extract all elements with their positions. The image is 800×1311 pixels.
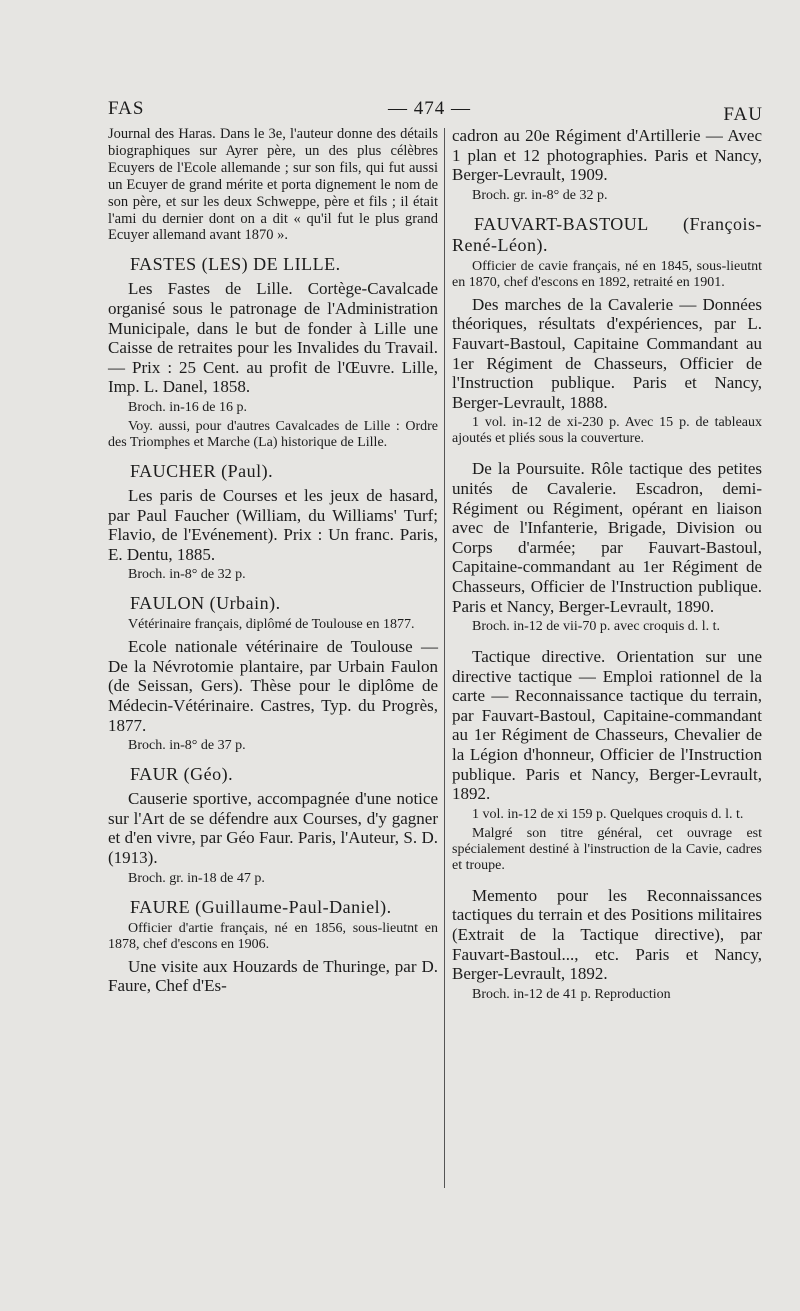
entry-title: De la Poursuite. Rôle tactique des petites unités de Cavalerie. Escadron, demi-Régiment ou Régiment, opérant en liaison avec de l'Infanterie, Brigade, Division ou Corps d'armée; par Fauvart-Bastoul, Capitaine-commandant au 1er Régiment de Chasseurs, Officier de l'Instruction publique. Paris et Nancy, Berger-Levrault, 1890.: [452, 459, 762, 616]
entry-note: Broch. in-8° de 37 p.: [128, 738, 246, 754]
entry-note: Broch. in-8° de 32 p.: [128, 567, 246, 583]
entry-bio: Officier de cavie français, né en 1845, sous-lieutnt en 1870, chef d'escons en 1892, retraité en 1901.: [452, 258, 762, 290]
entry-bio: Officier d'artie français, né en 1856, sous-lieutnt en 1878, chef d'escons en 1906.: [108, 920, 438, 952]
entry-title: Les Fastes de Lille. Cortège-Cavalcade organisé sous le patronage de l'Administration Municipale, dans le but de fonder à Lille une Caisse de retraites pour les Invalides du Travail. — Prix : 25 Cent. au profit de l'Œuvre. Lille, Imp. L. Danel, 1858.: [108, 279, 438, 397]
entry-note: 1 vol. in-12 de xi 159 p. Quelques croquis d. l. t.: [472, 806, 744, 822]
entry-title: Memento pour les Reconnaissances tactiques du terrain et des Positions militaires (Extrait de la Tactique directive), par Fauvart-Bastoul..., etc. Paris et Nancy, Berger-Levrault, 1892.: [452, 885, 762, 984]
entry-title: Une visite aux Houzards de Thuringe, par D. Faure, Chef d'Es-: [108, 956, 438, 996]
entry-note: 1 vol. in-12 de xi-230 p. Avec 15 p. de tableaux ajoutés et pliés sous la couverture.: [452, 415, 762, 447]
entry-note: Voy. aussi, pour d'autres Cavalcades de Lille : Ordre des Triomphes et Marche (La) historique de Lille.: [108, 418, 438, 450]
entry-bio: Vétérinaire français, diplômé de Toulouse en 1877.: [128, 617, 415, 633]
entry-heading: FAULON (Urbain).: [130, 593, 281, 614]
continued-note: Journal des Haras. Dans le 3e, l'auteur donne des détails biographiques sur Ayrer père, un des plus célèbres Ecuyers de l'Ecole allemande ; sur son fils, qui fut aussi un Ecuyer de grand mérite et porta dignement le nom de son père, et sur les deux Schweppe, père et fils ; il était l'ami du dernier dont on a dit « qu'il fut le plus grand Ecuyer allemand avant 1870 ».: [108, 126, 438, 244]
entry-heading: FAUR (Géo).: [130, 764, 234, 785]
entry-note: Malgré son titre général, cet ouvrage est spécialement destiné à l'instruction de la Cavie, cadres et troupe.: [452, 825, 762, 873]
entry-note: Broch. gr. in-8° de 32 p.: [472, 187, 608, 203]
entry-title: Tactique directive. Orientation sur une directive tactique — Emploi rationnel de la carte — Reconnaissance tactique du terrain, par Fauvart-Bastoul, Capitaine-commandant au 1er Régiment de Chasseurs, Chevalier de la Légion d'honneur, Officier de l'Instruction publique. Paris et Nancy, Berger-Levrault, 1892.: [452, 647, 762, 804]
entry-heading: FAUCHER (Paul).: [130, 460, 274, 481]
entry-note: Broch. in-16 de 16 p.: [128, 399, 247, 415]
entry-title: Ecole nationale vétérinaire de Toulouse — De la Névrotomie plantaire, par Urbain Faulon (de Seissan, Gers). Thèse pour le diplôme de Médecin-Vétérinaire. Castres, Typ. du Progrès, 1877.: [108, 637, 438, 735]
column-divider: [444, 128, 445, 1188]
entry-heading: FASTES (LES) DE LILLE.: [130, 254, 341, 275]
running-header: [108, 98, 763, 125]
entry-heading: FAUVART-BASTOUL (François-René-Léon).: [452, 213, 762, 255]
entry-title: Des marches de la Cavalerie — Données théoriques, résultats d'expériences, par L. Fauvart-Bastoul, Capitaine Commandant au 1er Régiment de Chasseurs, Officier de l'Instruction publique. Paris et Nancy, Berger-Levrault, 1888.: [452, 294, 762, 412]
entry-note: Broch. in-12 de 41 p. Reproduction: [472, 986, 671, 1002]
page-number: — 474 —: [388, 98, 471, 119]
entry-note: Broch. gr. in-18 de 47 p.: [128, 870, 265, 886]
header-left-keyword: FAS: [108, 98, 145, 119]
continued-title: cadron au 20e Régiment d'Artillerie — Avec 1 plan et 12 photographies. Paris et Nancy, Berger-Levrault, 1909.: [452, 126, 762, 185]
header-right-keyword: FAU: [723, 104, 763, 125]
entry-heading: FAURE (Guillaume-Paul-Daniel).: [130, 896, 392, 917]
entry-note: Broch. in-12 de vii-70 p. avec croquis d. l. t.: [472, 619, 721, 635]
right-column: [452, 126, 762, 1003]
left-column: [108, 126, 438, 996]
entry-title: Causerie sportive, accompagnée d'une notice sur l'Art de se défendre aux Courses, d'y gagner et d'en vivre, par Géo Faur. Paris, l'Auteur, S. D. (1913).: [108, 789, 438, 868]
entry-title: Les paris de Courses et les jeux de hasard, par Paul Faucher (William, du Williams' Turf; Flavio, de l'Evénement). Prix : Un franc. Paris, E. Dentu, 1885.: [108, 485, 438, 564]
